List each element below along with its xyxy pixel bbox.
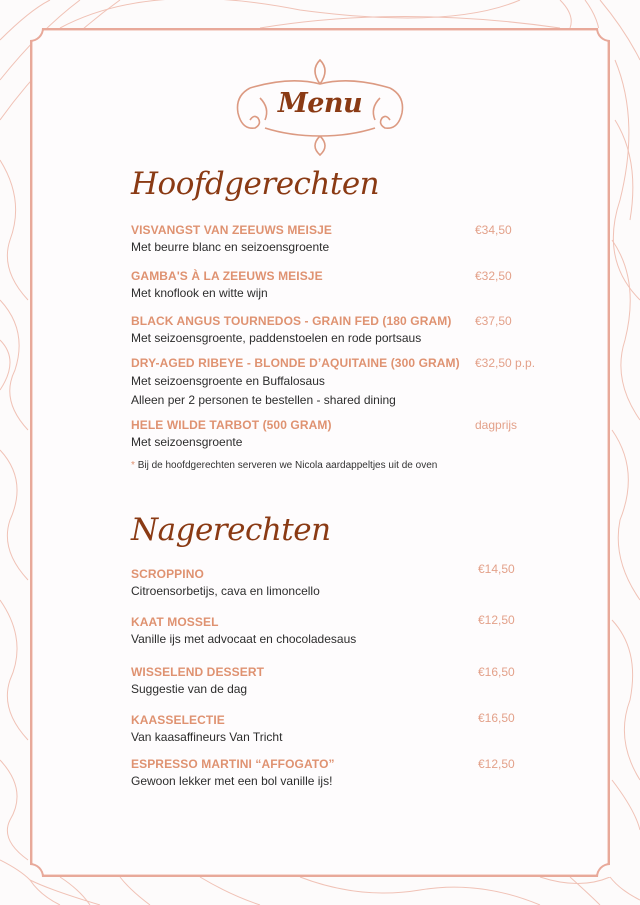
item-description-extra: Alleen per 2 personen te bestellen - shared dining <box>131 393 396 407</box>
menu-badge <box>230 58 410 158</box>
section-title-main-courses: Hoofdgerechten <box>131 166 380 202</box>
item-description: Met beurre blanc en seizoensgroente <box>131 240 330 254</box>
menu-title: Menu <box>277 88 363 119</box>
item-description: Met knoflook en witte wijn <box>131 286 268 300</box>
item-name: SCROPPINO <box>131 567 204 581</box>
item-description: Gewoon lekker met een bol vanille ijs! <box>131 774 333 788</box>
frame-corner-notch <box>596 863 610 877</box>
item-name: KAAT MOSSEL <box>131 615 219 629</box>
footnote-text: Bij de hoofdgerechten serveren we Nicola aardappeltjes uit de oven <box>137 460 438 471</box>
item-description: Vanille ijs met advocaat en chocoladesaus <box>131 632 357 646</box>
footnote <box>131 460 437 471</box>
footnote-asterisk: * <box>131 460 135 471</box>
item-description: Met seizoensgroente <box>131 435 243 449</box>
frame-corner-notch <box>30 863 44 877</box>
item-price: €32,50 p.p. <box>475 356 536 370</box>
item-price: €12,50 <box>478 613 515 627</box>
frame-corner-notch <box>30 28 44 42</box>
item-name: GAMBA'S À LA ZEEUWS MEISJE <box>131 269 323 283</box>
item-price: €37,50 <box>475 314 512 328</box>
item-description: Suggestie van de dag <box>131 682 248 696</box>
item-price: €14,50 <box>478 562 515 576</box>
item-price: €16,50 <box>478 711 515 725</box>
item-price: €34,50 <box>475 223 512 237</box>
item-price: dagprijs <box>475 418 518 432</box>
item-name: ESPRESSO MARTINI “AFFOGATO” <box>131 757 335 771</box>
item-description: Met seizoensgroente en Buffalosaus <box>131 374 325 388</box>
item-name: KAASSELECTIE <box>131 713 225 727</box>
item-name: HELE WILDE TARBOT (500 GRAM) <box>131 418 332 432</box>
item-name: DRY-AGED RIBEYE - BLONDE D’AQUITAINE (300 GRAM) <box>131 356 460 370</box>
item-name: BLACK ANGUS TOURNEDOS - GRAIN FED (180 GRAM) <box>131 314 452 328</box>
item-price: €12,50 <box>478 757 515 771</box>
item-description: Van kaasaffineurs Van Tricht <box>131 730 283 744</box>
item-description: Met seizoensgroente, paddenstoelen en rode portsaus <box>131 331 422 345</box>
item-description: Citroensorbetijs, cava en limoncello <box>131 584 320 598</box>
item-name: WISSELEND DESSERT <box>131 665 265 679</box>
section-title-desserts: Nagerechten <box>131 512 331 548</box>
item-price: €16,50 <box>478 665 515 679</box>
item-name: VISVANGST VAN ZEEUWS MEISJE <box>131 223 332 237</box>
frame-corner-notch <box>596 28 610 42</box>
item-price: €32,50 <box>475 269 512 283</box>
